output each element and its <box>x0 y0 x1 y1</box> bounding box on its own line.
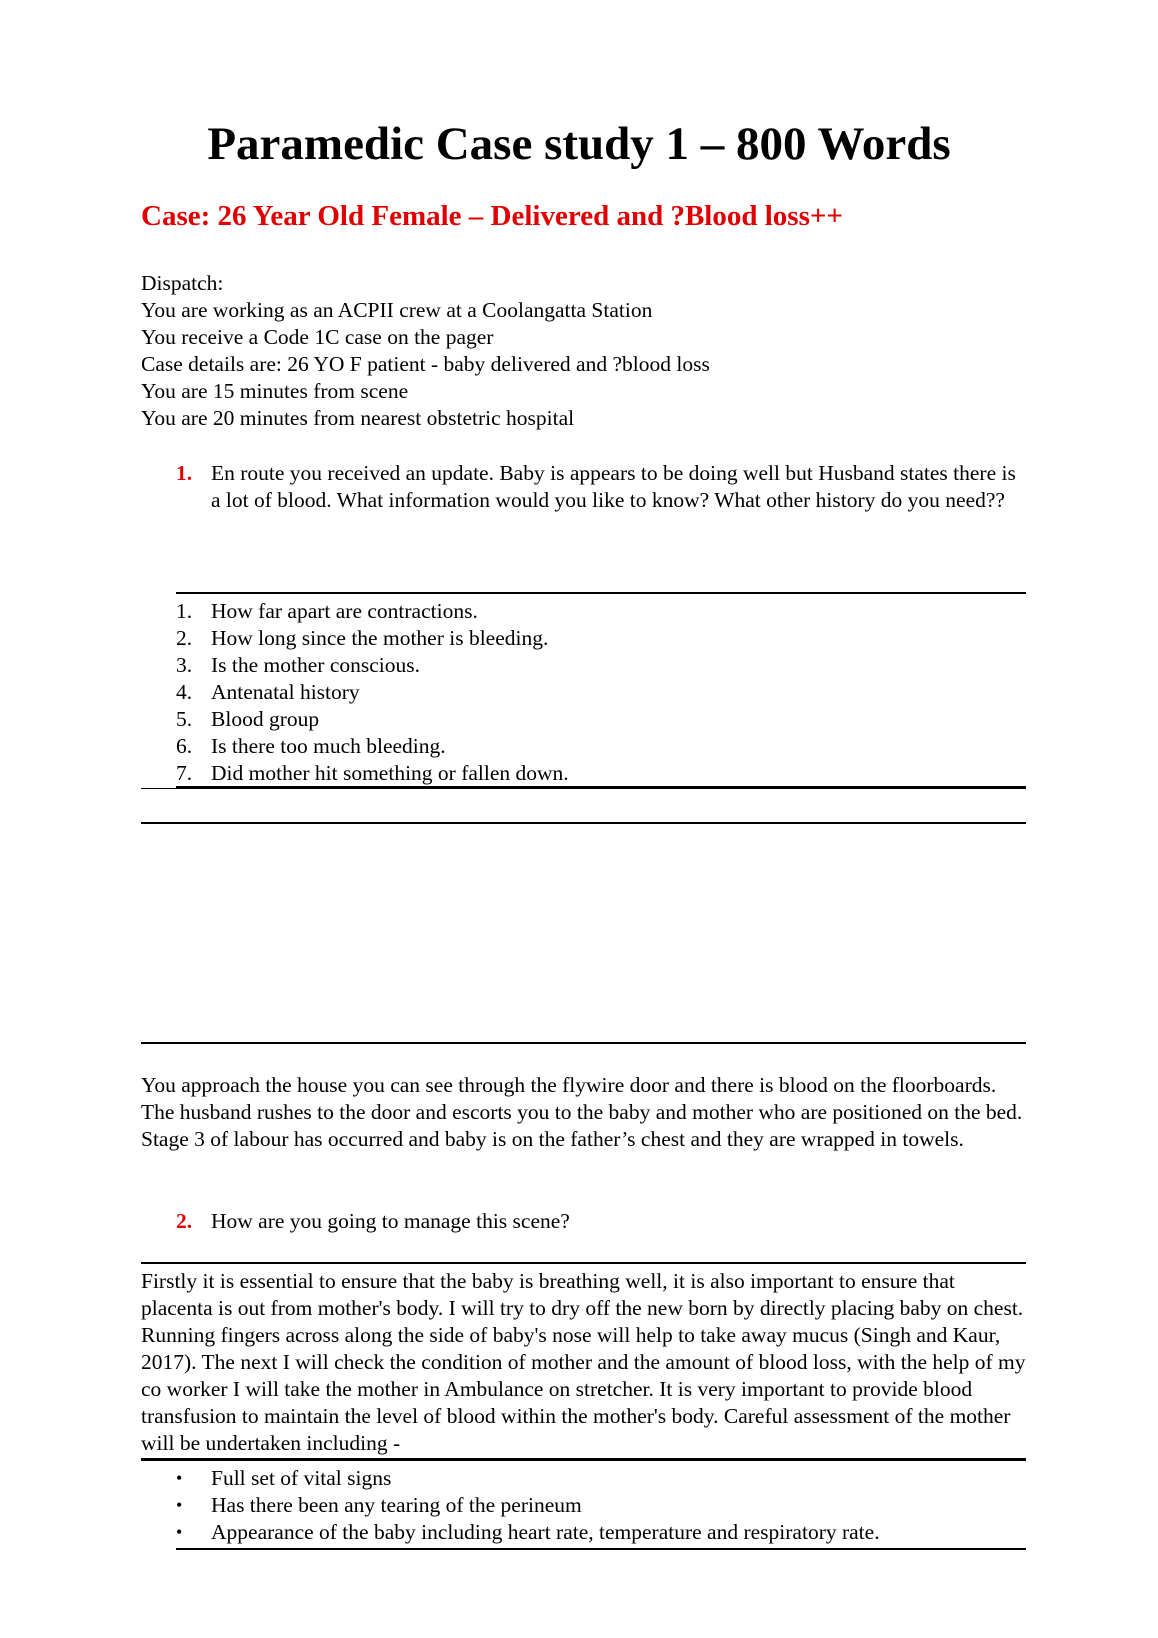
list-item <box>176 1519 1026 1546</box>
dispatch-line: You are 15 minutes from scene <box>141 379 409 403</box>
dispatch-line: Dispatch: <box>141 271 224 295</box>
list-item <box>176 733 1026 760</box>
dispatch-line: Case details are: 26 YO F patient - baby delivered and ?blood loss <box>141 352 710 376</box>
list-item-text: Antenatal history <box>211 680 360 704</box>
list-item <box>176 1465 1026 1492</box>
answer-line <box>176 592 1026 594</box>
list-item-number: 1. <box>176 599 193 623</box>
answer-line <box>176 786 1026 789</box>
list-item-text: Appearance of the baby including heart rate, temperature and respiratory rate. <box>211 1520 880 1544</box>
list-item <box>176 1492 1026 1519</box>
list-item-text: Has there been any tearing of the perineum <box>211 1493 582 1517</box>
answer-line <box>176 1548 1026 1550</box>
answer-line <box>141 1458 1026 1461</box>
list-item-number: 3. <box>176 653 193 677</box>
question-1 <box>176 460 1026 514</box>
list-item-text: How far apart are contractions. <box>211 599 478 623</box>
dispatch-line: You are working as an ACPII crew at a Coolangatta Station <box>141 298 653 322</box>
answer-2-paragraph: Firstly it is essential to ensure that the baby is breathing well, it is also important to ensure that placenta is out from mother's body. I will try to dry off the new born by directly placing baby on chest. Running fingers across along the side of baby's nose will help to take away mucus (Singh and Kaur, 2017). The next I will check the condition of mother and the amount of blood loss, with the help of my co worker I will take the mother in Ambulance on stretcher. It is very important to provide blood transfusion to maintain the level of blood within the mother's body. Careful assessment of the mother will be undertaken including - <box>141 1269 1026 1455</box>
dispatch-block <box>141 270 1021 432</box>
list-item <box>176 625 1026 652</box>
bullet-icon: • <box>176 1522 183 1542</box>
list-item-number: 6. <box>176 734 193 758</box>
case-heading: Case: 26 Year Old Female – Delivered and ?Blood loss++ <box>141 200 843 232</box>
list-item <box>176 706 1026 733</box>
list-item-number: 2. <box>176 626 193 650</box>
answer-line <box>141 1262 1026 1264</box>
dispatch-line: You receive a Code 1C case on the pager <box>141 325 494 349</box>
list-item-number: 5. <box>176 707 193 731</box>
list-item <box>176 679 1026 706</box>
answer-1-list <box>176 598 1026 787</box>
list-item-text: How long since the mother is bleeding. <box>211 626 549 650</box>
list-item <box>176 652 1026 679</box>
list-item-text: Blood group <box>211 707 320 731</box>
answer-line <box>141 822 1026 824</box>
answer-2-bullets <box>176 1465 1026 1546</box>
question-2-number: 2. <box>176 1209 193 1233</box>
list-item-number: 4. <box>176 680 193 704</box>
question-2-text: How are you going to manage this scene? <box>211 1209 570 1233</box>
list-item <box>176 760 1026 787</box>
dispatch-line: You are 20 minutes from nearest obstetric hospital <box>141 406 575 430</box>
list-item-text: Full set of vital signs <box>211 1466 392 1490</box>
list-item <box>176 598 1026 625</box>
question-1-text: En route you received an update. Baby is appears to be doing well but Husband states there is a lot of blood. What information would you like to know? What other history do you need?? <box>211 461 1016 512</box>
answer-line <box>141 1042 1026 1044</box>
bullet-icon: • <box>176 1495 183 1515</box>
answer-line <box>141 788 176 789</box>
list-item-number: 7. <box>176 761 193 785</box>
page-title: Paramedic Case study 1 – 800 Words <box>207 118 951 170</box>
list-item-text: Is the mother conscious. <box>211 653 420 677</box>
question-2 <box>176 1208 1026 1235</box>
scene-paragraph: You approach the house you can see through the flywire door and there is blood on the floorboards. The husband rushes to the door and escorts you to the baby and mother who are positioned on the bed. Stage 3 of labour has occurred and baby is on the father’s chest and they are wrapped in towels. <box>141 1073 1023 1151</box>
question-1-number: 1. <box>176 461 193 485</box>
list-item-text: Is there too much bleeding. <box>211 734 446 758</box>
list-item-text: Did mother hit something or fallen down. <box>211 761 569 785</box>
bullet-icon: • <box>176 1468 183 1488</box>
